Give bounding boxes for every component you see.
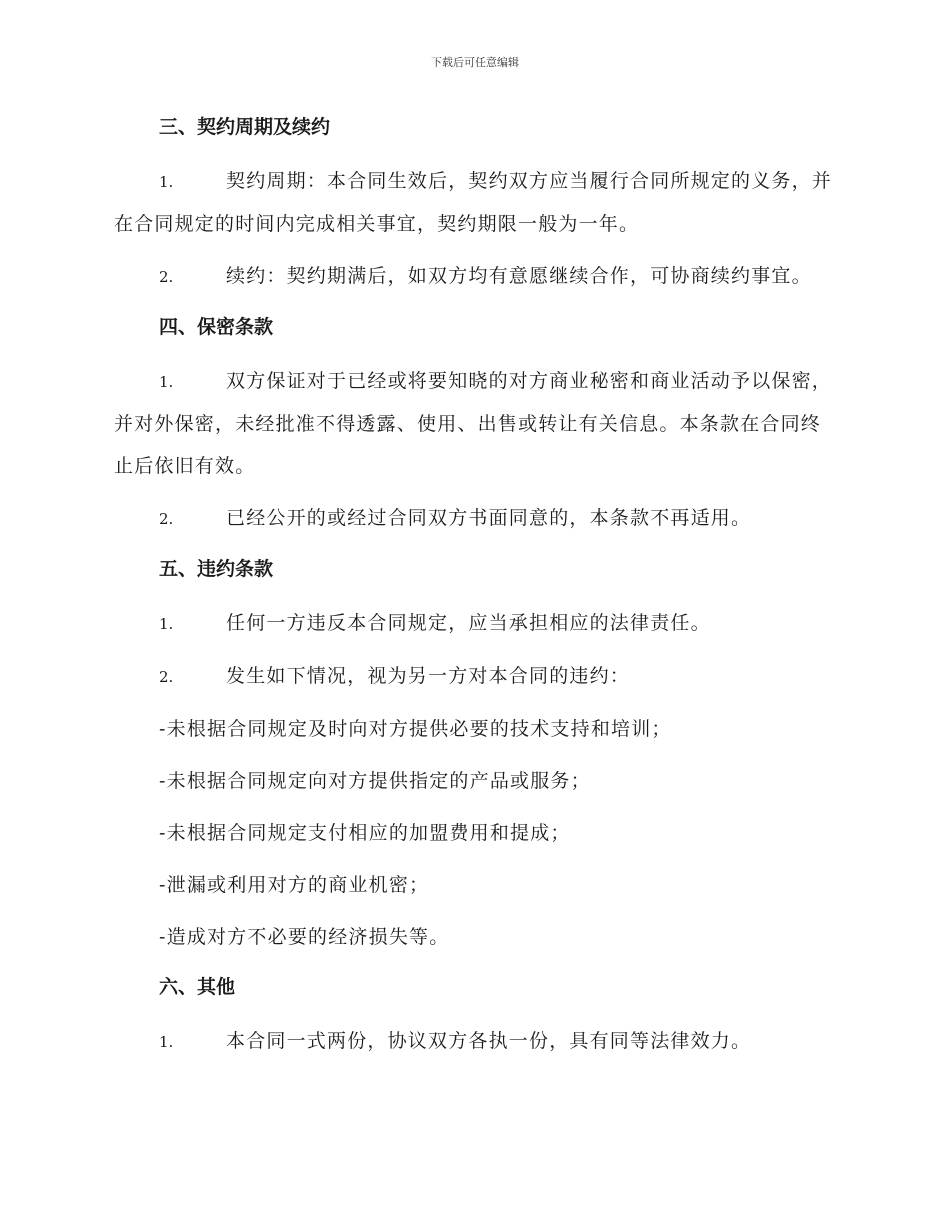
clause-number: 2. <box>159 668 174 686</box>
clause-text: 任何一方违反本合同规定，应当承担相应的法律责任。 <box>226 612 711 634</box>
clause-number: 2. <box>159 510 174 528</box>
clause-number: 1. <box>159 173 174 191</box>
clause-number: 1. <box>159 373 174 391</box>
section-heading: 三、契约周期及续约 <box>159 116 331 138</box>
breach-list-item: -未根据合同规定及时向对方提供必要的技术支持和培训； <box>159 718 672 740</box>
clause-text: 双方保证对于已经或将要知晓的对方商业秘密和商业活动予以保密，并对外保密，未经批准不得透露、使用、出售或转让有关信息。本条款在合同终止后依旧有效。 <box>114 370 833 477</box>
clause-paragraph <box>114 1020 834 1063</box>
clause-number: 1. <box>159 615 174 633</box>
clause-number: 2. <box>159 268 174 286</box>
clause-paragraph <box>114 255 834 298</box>
clause-text: 已经公开的或经过合同双方书面同意的，本条款不再适用。 <box>226 507 752 529</box>
section-heading: 五、违约条款 <box>159 558 274 580</box>
clause-paragraph <box>114 602 834 645</box>
breach-list-item: -未根据合同规定向对方提供指定的产品或服务； <box>159 770 591 792</box>
clause-text: 发生如下情况，视为另一方对本合同的违约： <box>226 665 631 687</box>
breach-list-item: -未根据合同规定支付相应的加盟费用和提成； <box>159 822 571 844</box>
document-body <box>114 108 834 1073</box>
clause-paragraph <box>114 360 834 487</box>
clause-number: 1. <box>159 1033 174 1051</box>
section-heading: 六、其他 <box>159 976 236 998</box>
clause-text: 契约周期：本合同生效后，契约双方应当履行合同所规定的义务，并在合同规定的时间内完成相关事宜，契约期限一般为一年。 <box>114 170 833 235</box>
clause-paragraph <box>114 655 834 698</box>
clause-text: 本合同一式两份，协议双方各执一份，具有同等法律效力。 <box>226 1030 752 1052</box>
breach-list-item: -泄漏或利用对方的商业机密； <box>159 874 430 896</box>
section-heading: 四、保密条款 <box>159 316 274 338</box>
clause-paragraph <box>114 160 834 245</box>
page-header: 下载后可任意编辑 <box>431 56 519 69</box>
breach-list-item: -造成对方不必要的经济损失等。 <box>159 926 450 948</box>
clause-paragraph <box>114 497 834 540</box>
clause-text: 续约：契约期满后，如双方均有意愿继续合作，可协商续约事宜。 <box>226 265 812 287</box>
